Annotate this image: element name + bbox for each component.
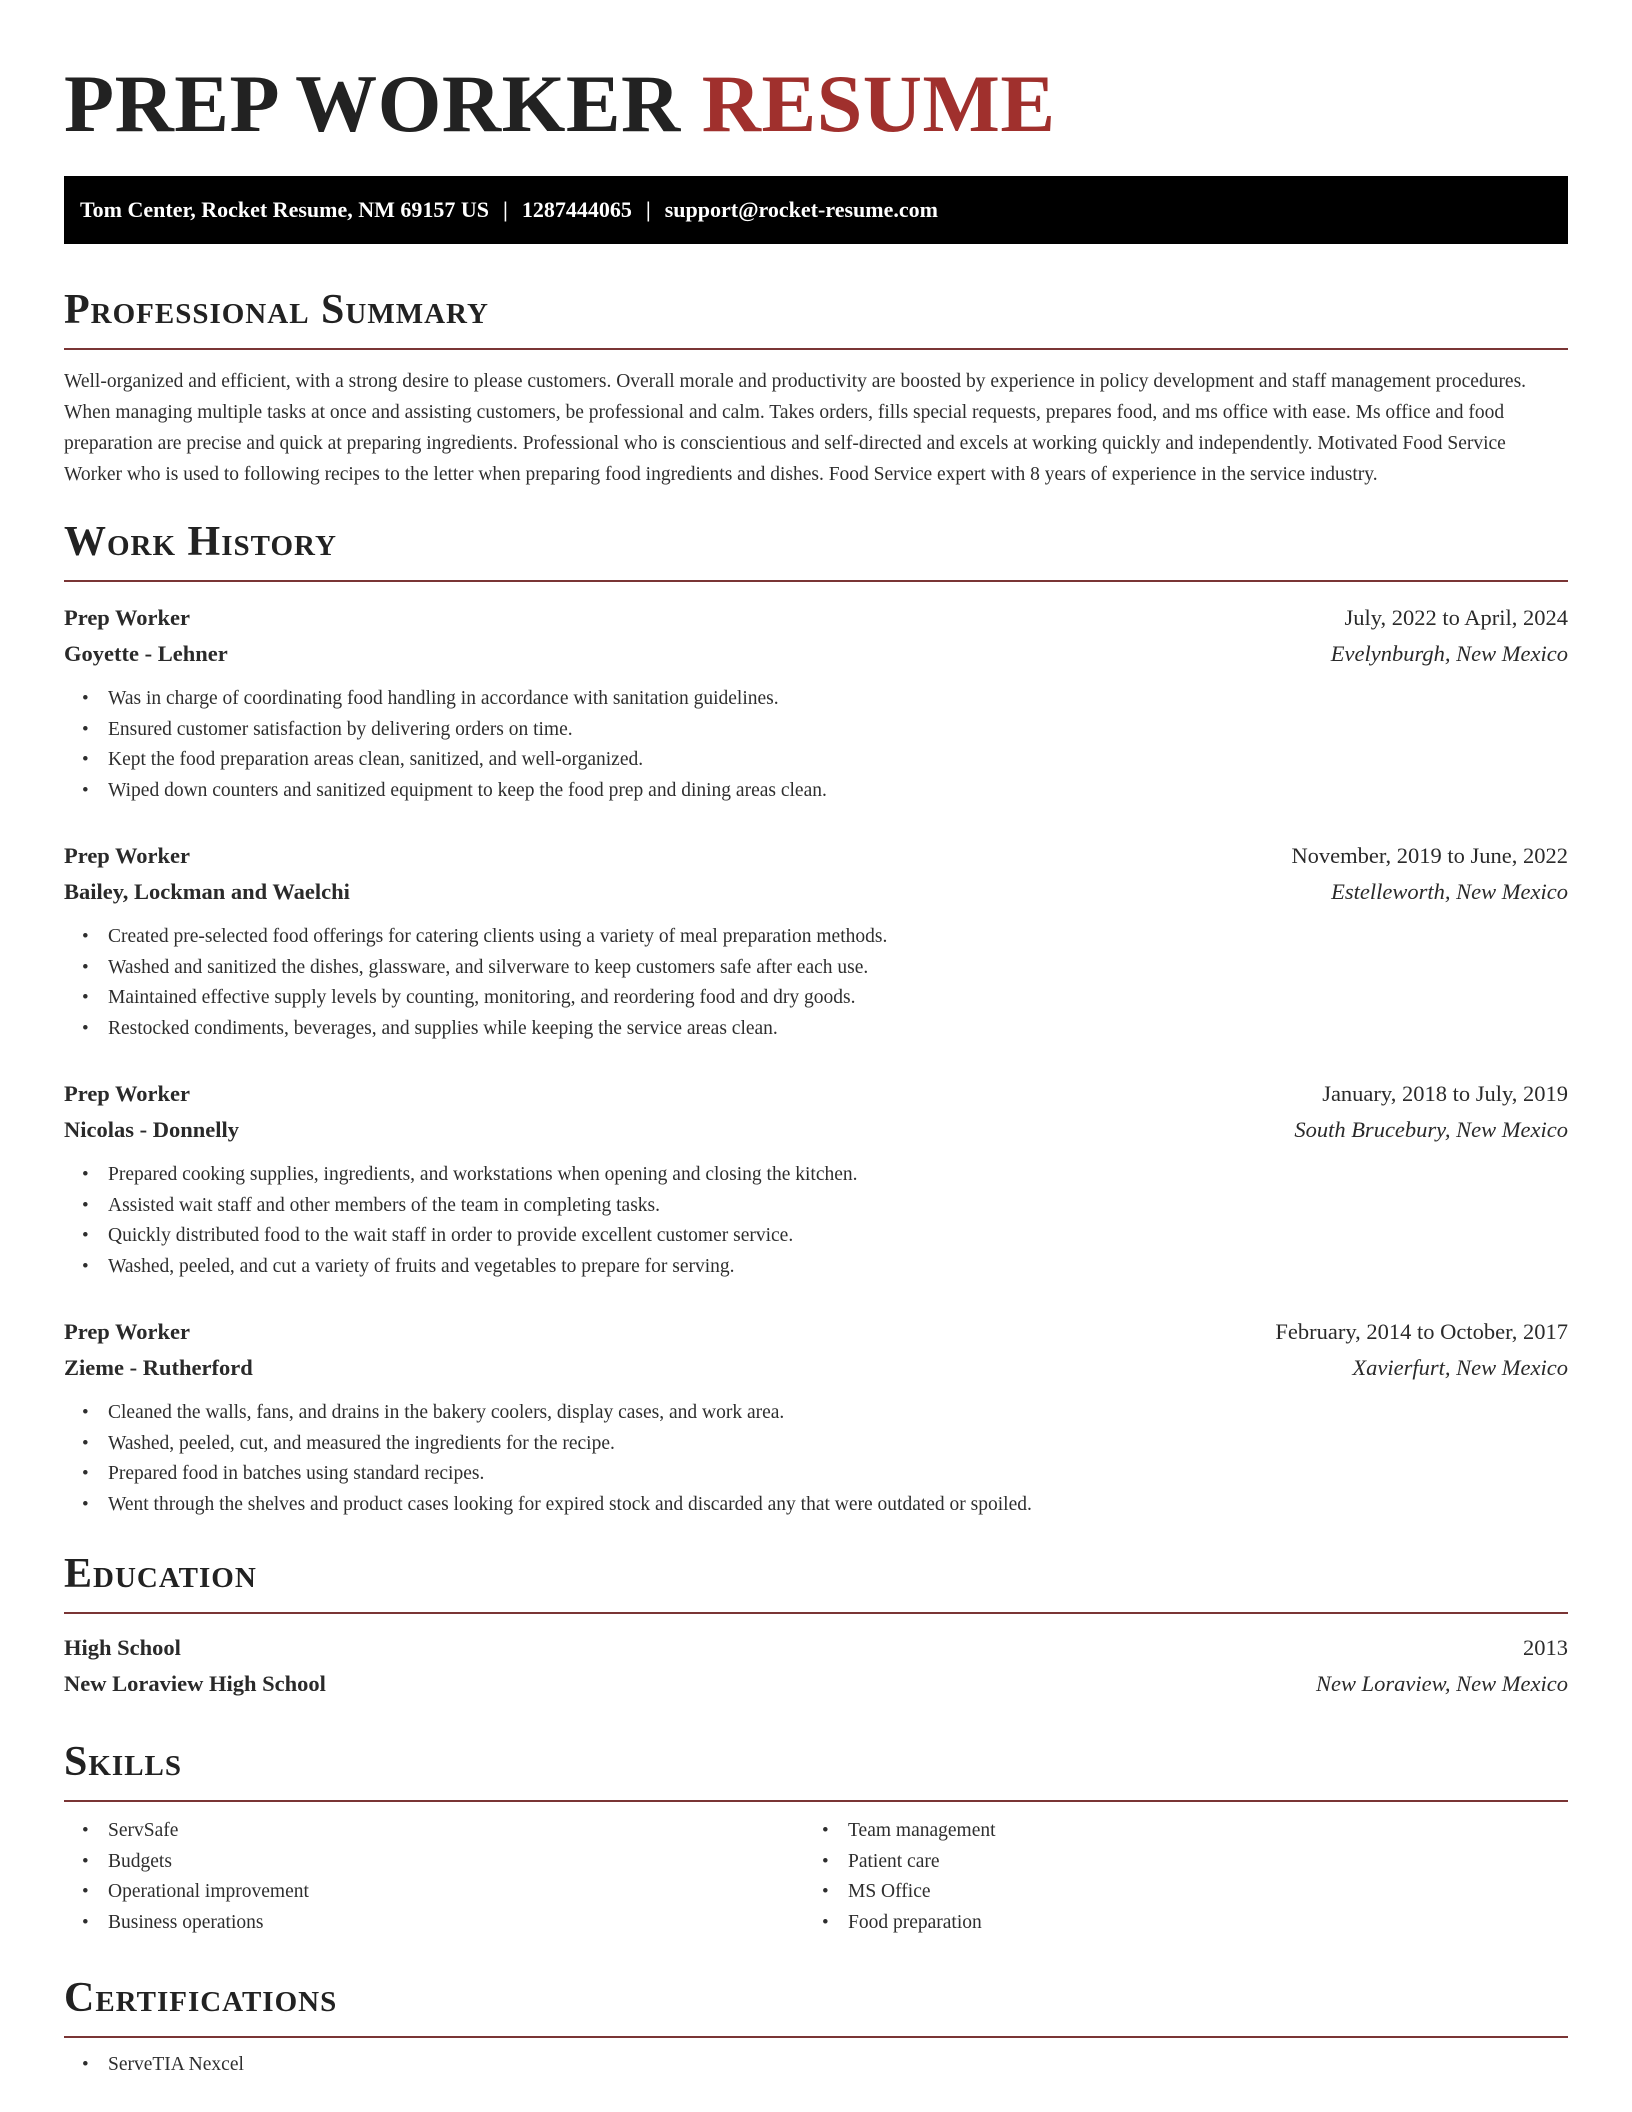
job-bullet: • Restocked condiments, beverages, and supplies while keeping the service areas clean. — [108, 1014, 1568, 1045]
job-dates: February, 2014 to October, 2017 — [1275, 1319, 1568, 1344]
certifications-heading: Certifications — [64, 1972, 1568, 2038]
contact-bar — [64, 176, 1568, 244]
work-history-heading: Work History — [64, 516, 1568, 582]
job-bullet: • Was in charge of coordinating food handling in accordance with sanitation guidelines. — [108, 684, 1568, 715]
job-bullets — [64, 1160, 1568, 1282]
skills-heading: Skills — [64, 1736, 1568, 1802]
education-school: New Loraview High School — [64, 1671, 326, 1696]
skill-item: • MS Office — [848, 1877, 1544, 1908]
job-title: Prep Worker — [64, 605, 191, 630]
job-company: Nicolas - Donnelly — [64, 1117, 240, 1142]
contact-separator: | — [503, 197, 508, 222]
job-bullets — [64, 684, 1568, 806]
education-location: New Loraview, New Mexico — [1315, 1671, 1568, 1696]
job-title: Prep Worker — [64, 843, 191, 868]
certifications-list — [64, 2050, 1568, 2081]
contact-email[interactable]: support@rocket-resume.com — [664, 197, 938, 222]
summary-text: Well-organized and efficient, with a strong desire to please customers. Overall morale and productivity are boosted by experience in policy development and staff management procedures. When managing multiple tasks at once and assisting customers, be professional and calm. Takes orders, fills special requests, prepares food, and ms office with ease. Ms office and food preparation are precise and quick at preparing ingredients. Professional who is conscientious and self-directed and excels at working quickly and independently. Motivated Food Service Worker who is used to following recipes to the letter when preparing food ingredients and dishes. Food Service expert with 8 years of experience in the service industry. — [64, 371, 1527, 485]
skills-grid — [64, 1816, 1568, 1938]
job-company: Bailey, Lockman and Waelchi — [64, 879, 350, 904]
job-location: Estelleworth, New Mexico — [1331, 879, 1568, 904]
skills-list — [804, 1816, 1544, 1938]
skill-item: • Team management — [848, 1816, 1544, 1847]
job-bullet: • Quickly distributed food to the wait staff in order to provide excellent customer service. — [108, 1221, 1568, 1252]
skills-list — [64, 1816, 804, 1938]
job-bullet: • Washed and sanitized the dishes, glassware, and silverware to keep customers safe after each use. — [108, 953, 1568, 984]
title-role: PREP WORKER — [64, 58, 681, 149]
job-bullet: • Went through the shelves and product cases looking for expired stock and discarded any that were outdated or spoiled. — [108, 1490, 1568, 1521]
job-location: Evelynburgh, New Mexico — [1330, 641, 1568, 666]
job-bullet: • Wiped down counters and sanitized equipment to keep the food prep and dining areas clean. — [108, 776, 1568, 807]
job-entry — [64, 1076, 1568, 1282]
summary-heading: Professional Summary — [64, 284, 1568, 350]
title-resume-word: RESUME — [701, 58, 1056, 149]
job-dates: July, 2022 to April, 2024 — [1344, 605, 1568, 630]
job-bullet: • Washed, peeled, and cut a variety of fruits and vegetables to prepare for serving. — [108, 1252, 1568, 1283]
resume-title — [64, 0, 1568, 162]
contact-address: Tom Center, Rocket Resume, NM 69157 US — [80, 197, 489, 222]
skills-column-right — [804, 1816, 1544, 1938]
job-title: Prep Worker — [64, 1319, 191, 1344]
skill-item: • Food preparation — [848, 1908, 1544, 1939]
job-bullet: • Prepared food in batches using standard recipes. — [108, 1459, 1568, 1490]
education-entry — [64, 1630, 1568, 1702]
job-bullet: • Maintained effective supply levels by counting, monitoring, and reordering food and dry goods. — [108, 983, 1568, 1014]
job-dates: January, 2018 to July, 2019 — [1322, 1081, 1568, 1106]
job-bullet: • Prepared cooking supplies, ingredients, and workstations when opening and closing the kitchen. — [108, 1160, 1568, 1191]
job-company: Goyette - Lehner — [64, 641, 228, 666]
education-year: 2013 — [1523, 1635, 1568, 1660]
skill-item: • Business operations — [108, 1908, 804, 1939]
job-bullet: • Created pre-selected food offerings for catering clients using a variety of meal preparation methods. — [108, 922, 1568, 953]
job-bullets — [64, 922, 1568, 1044]
contact-phone: 1287444065 — [521, 197, 632, 222]
skill-item: • ServSafe — [108, 1816, 804, 1847]
job-bullet: • Cleaned the walls, fans, and drains in the bakery coolers, display cases, and work area. — [108, 1398, 1568, 1429]
skill-item: • Operational improvement — [108, 1877, 804, 1908]
contact-separator: | — [645, 197, 651, 222]
education-heading: Education — [64, 1548, 1568, 1614]
job-dates: November, 2019 to June, 2022 — [1291, 843, 1568, 868]
job-bullet: • Kept the food preparation areas clean, sanitized, and well-organized. — [108, 745, 1568, 776]
job-entry — [64, 600, 1568, 806]
job-entry — [64, 838, 1568, 1044]
skill-item: • Budgets — [108, 1847, 804, 1878]
job-bullet: • Washed, peeled, cut, and measured the ingredients for the recipe. — [108, 1429, 1568, 1460]
job-location: South Brucebury, New Mexico — [1294, 1117, 1568, 1142]
job-bullet: • Assisted wait staff and other members of the team in completing tasks. — [108, 1191, 1568, 1222]
skill-item: • Patient care — [848, 1847, 1544, 1878]
job-title: Prep Worker — [64, 1081, 191, 1106]
education-degree: High School — [64, 1635, 181, 1660]
job-location: Xavierfurt, New Mexico — [1352, 1355, 1568, 1380]
job-bullet: • Ensured customer satisfaction by delivering orders on time. — [108, 715, 1568, 746]
job-entry — [64, 1314, 1568, 1520]
job-company: Zieme - Rutherford — [64, 1355, 253, 1380]
skills-column-left — [64, 1816, 804, 1938]
job-bullets — [64, 1398, 1568, 1520]
certification-item: • ServeTIA Nexcel — [108, 2050, 1568, 2081]
